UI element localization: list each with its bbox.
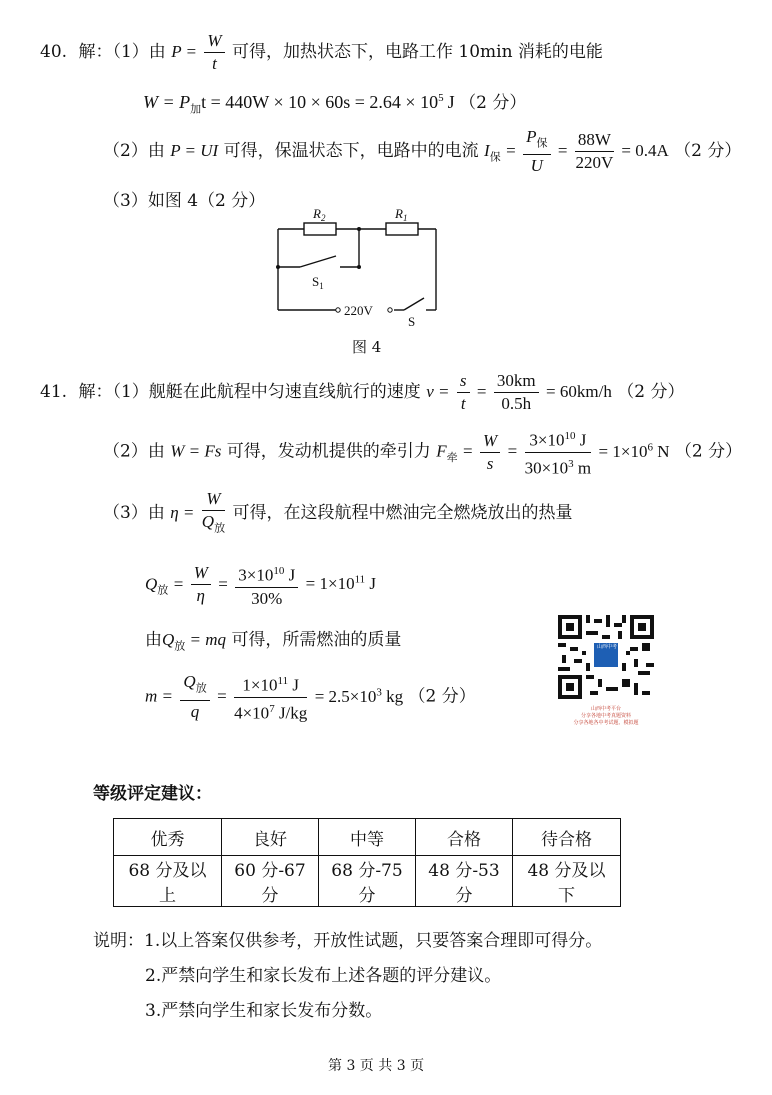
- statement-text: 可得，在这段航程中燃油完全燃烧放出的热量: [232, 503, 573, 524]
- fraction-numerator: W: [480, 430, 500, 453]
- fraction: [457, 370, 470, 415]
- fraction: [480, 430, 500, 475]
- q41-heat-equation: $Q_放$ = $\frac{W}{\eta}$ = $\frac{3\times 10^{10} J}{30\%}$ = $1\times 10^{11}$ J: [145, 560, 376, 610]
- eq-rhs: t = 440W × 10 × 60s = 2.64 × 10: [201, 92, 439, 112]
- qr-caption: [558, 706, 654, 727]
- score-note: （2 分）: [617, 382, 685, 402]
- fraction-denominator: t: [212, 54, 217, 73]
- label-source: 220V: [344, 303, 373, 318]
- q40-part1: [40, 30, 603, 75]
- score-note: （2 分）: [408, 686, 476, 707]
- fraction-denominator: 0.5h: [501, 394, 532, 413]
- fraction: $\frac{1\times 10^{11} J}{4\times 10^7 J/kg}$: [234, 670, 307, 724]
- formula-lhs: P =: [171, 42, 197, 61]
- table-row: [114, 856, 621, 907]
- velocity-symbol: v =: [426, 382, 450, 401]
- qr-caption-line: 分享各地各中考试题、模拟题: [573, 720, 639, 726]
- svg-text:R2: $R_2$: [313, 206, 326, 223]
- mass-symbol: m =: [145, 686, 173, 706]
- fraction: [204, 30, 224, 75]
- qr-badge: 山西中考: [596, 644, 617, 650]
- result: = 2.5×10: [314, 686, 377, 706]
- notes-label: 说明：: [93, 931, 144, 951]
- qr-caption-line: 山西中考平台: [590, 706, 621, 712]
- label-r1: R: [395, 206, 403, 221]
- fraction: [575, 129, 614, 174]
- solution-label: 解：: [78, 42, 113, 62]
- table-header-cell: 待合格: [513, 819, 621, 856]
- eq-lhs: W = P: [143, 92, 191, 112]
- grading-table: [113, 818, 621, 907]
- fraction: [494, 370, 539, 415]
- fraction-numerator: W: [204, 30, 224, 53]
- grading-title: 等级评定建议：: [93, 784, 212, 804]
- statement-text: 可得，保温状态下，电路中的电流: [223, 141, 479, 162]
- score-note: （2 分）: [459, 93, 527, 113]
- statement-text: 可得，发动机提供的牵引力: [226, 441, 431, 462]
- fraction-denominator: s: [486, 453, 494, 473]
- fraction-denominator: 220V: [575, 153, 614, 173]
- table-header-cell: 合格: [416, 819, 513, 856]
- table-cell: 60 分-67 分: [222, 856, 319, 907]
- page-footer: 第 3 页 共 3 页: [328, 1058, 425, 1074]
- heat-symbol: Q: [145, 574, 158, 594]
- notes-text: 1.以上答案仅供参考，开放性试题，只要答案合理即可得分。: [144, 931, 603, 951]
- fraction: [523, 126, 550, 177]
- fraction-denominator: t: [460, 394, 466, 413]
- formula: = mq: [185, 630, 227, 649]
- statement-text: 可得，加热状态下，电路工作 10min 消耗的电能: [231, 42, 603, 62]
- fraction: $\frac{Q_放}{q}$: [180, 671, 209, 722]
- score-note: （2 分）: [674, 441, 743, 462]
- question-number: 40.: [40, 42, 68, 62]
- qr-caption-line: 分享各地中考真题资料: [580, 713, 631, 719]
- part-label: （2）由: [103, 141, 165, 162]
- circuit-diagram: [270, 200, 450, 330]
- table-cell: 48 分-53 分: [416, 856, 513, 907]
- fraction: $\frac{3\times 10^{10} J}{30\times 10^3 m}$: [525, 425, 592, 479]
- table-header-cell: 优秀: [114, 819, 222, 856]
- switch-s1: [300, 256, 336, 267]
- fraction-denominator: Q: [201, 512, 215, 531]
- fraction-numerator: s: [457, 370, 470, 393]
- notes-item-1: [93, 926, 602, 951]
- switch-s: [404, 298, 424, 310]
- fraction: $\frac{W}{Q_放}$: [201, 489, 226, 535]
- resistor-r2: [304, 223, 336, 235]
- force-symbol: F: [436, 441, 447, 461]
- qr-code-block: [558, 614, 654, 727]
- q41-mass-equation: m = $\frac{Q_放}{q}$ = $\frac{1\times 10^{11} J}{4\times 10^7 J/kg}$ = $2.5\times 10^3$ kg （2 分）: [145, 670, 476, 724]
- q40-energy-equation: [143, 88, 526, 117]
- solution-label: 解：: [78, 382, 113, 402]
- fraction-numerator: 88W: [575, 129, 614, 152]
- result: = 60km/h: [546, 382, 612, 401]
- table-row: [114, 819, 621, 856]
- table-header-cell: 良好: [222, 819, 319, 856]
- table-header-cell: 中等: [319, 819, 416, 856]
- notes-item-2: 2.严禁向学生和家长发布上述各题的评分建议。: [145, 966, 502, 986]
- q40-part3: （3）如图 4（2 分）: [103, 191, 266, 211]
- formula: W = Fs: [170, 441, 222, 461]
- eq-exponent: 5: [438, 92, 444, 104]
- subscript: 牵: [446, 451, 458, 465]
- part-label: （2）由: [103, 441, 165, 462]
- notes-item-3: 3.严禁向学生和家长发布分数。: [145, 1001, 383, 1021]
- q41-mass-statement: 由$Q_放$ = mq 可得，所需燃油的质量: [145, 630, 402, 653]
- formula: P = UI: [170, 141, 219, 161]
- eq-unit: J: [447, 92, 455, 112]
- eq-subscript: 加: [190, 102, 202, 116]
- efficiency-symbol: η =: [170, 503, 195, 523]
- q41-part1: 41. 解：（1）舰艇在此航程中匀速直线航行的速度 v = $\frac{s}{t}$ = $\frac{30km}{0.5h}$ = 60km/h （2 分）: [40, 371, 685, 413]
- question-number: 41.: [40, 382, 68, 402]
- score-note: （2 分）: [674, 141, 742, 162]
- result: = 0.4A: [621, 141, 669, 161]
- figure-caption: 图 4: [352, 338, 382, 356]
- table-cell: 68 分及以上: [114, 856, 222, 907]
- fraction-numerator: W: [202, 488, 225, 511]
- fraction: $\frac{3\times 10^{10} J}{30\%}$: [235, 560, 298, 610]
- result: = 1×10: [305, 574, 355, 594]
- q40-part2: （2）由 P = UI 可得，保温状态下，电路中的电流 $I_保$ = $\frac{P_保}{U}$ = $\frac{88W}{220V}$ = 0.4A （2 分）: [103, 127, 742, 176]
- svg-text:R1: $R_1$: [395, 206, 408, 223]
- table-cell: 68 分-75 分: [319, 856, 416, 907]
- resistor-r1: [386, 223, 418, 235]
- q41-part2: （2）由 W = Fs 可得，发动机提供的牵引力 $F_牵$ = $\frac{W}{s}$ = $\frac{3\times 10^{10} J}{30\times 10^3 m}$ = $1\times 10^6$ N （2 分）: [103, 425, 742, 479]
- label-s: S: [408, 314, 416, 329]
- result: = 1×10: [598, 441, 648, 461]
- current-symbol: I: [484, 141, 490, 161]
- fraction-numerator: P: [526, 127, 537, 146]
- part-label: （3）由: [103, 503, 165, 524]
- fraction-numerator: 30km: [494, 370, 539, 393]
- statement-text: 可得，所需燃油的质量: [231, 630, 402, 650]
- statement-text: （1）舰艇在此航程中匀速直线航行的速度: [112, 382, 421, 402]
- fraction: $\frac{W}{\eta}$: [191, 562, 211, 607]
- fraction-denominator: U: [530, 156, 543, 176]
- label-s1: S: [312, 274, 320, 289]
- subscript: 保: [489, 150, 501, 164]
- qr-code-icon: [558, 614, 654, 700]
- table-cell: 48 分及以下: [513, 856, 621, 907]
- svg-text:S1: $S_1$: [312, 274, 324, 291]
- part-label: （1）由: [112, 42, 166, 62]
- label-r2: R: [313, 206, 321, 221]
- q41-part3: [103, 488, 572, 539]
- subscript: 保: [536, 136, 548, 150]
